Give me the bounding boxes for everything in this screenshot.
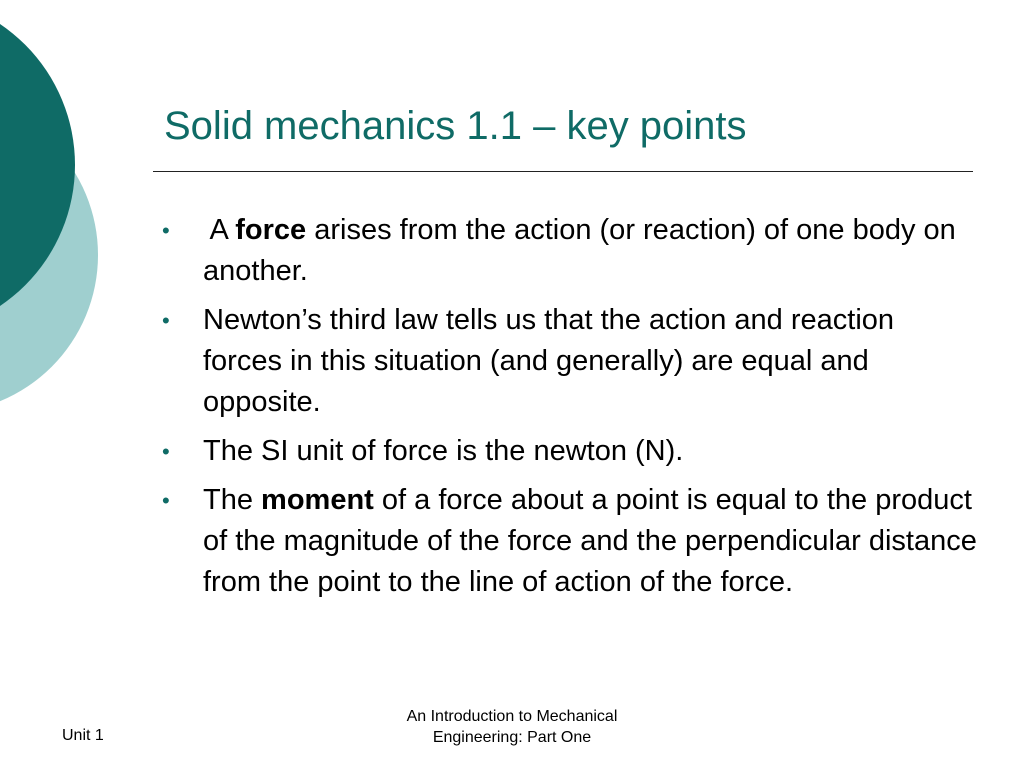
bullet-dot-icon: • [162,488,170,513]
bullet-bold-term: moment [261,484,374,516]
footer-unit: Unit 1 [62,727,104,744]
footer-course-line2: Engineering: Part One [432,729,592,746]
bullet-dot-icon: • [162,439,170,464]
bullet-text-pre: The [203,484,262,516]
footer-course-title [342,706,682,748]
bullet-text-post: arises from the action (or reaction) of one body on another. [203,214,956,287]
bullet-item-force [160,210,980,292]
bullet-item-third-law [160,300,980,423]
bullet-item-si-unit [160,431,980,472]
footer-course-line1: An Introduction to Mechanical [406,708,618,725]
bullet-item-moment [160,480,980,603]
bullet-dot-icon: • [162,218,170,243]
bullet-text: The SI unit of force is the newton (N). [203,435,684,467]
decorative-circles [0,0,110,420]
bullet-text-pre: A [203,214,236,246]
title-divider [153,171,973,172]
bullet-text-post: of a force about a point is equal to the product of the magnitude of the force and the perpendicular distance from the point to the line of action of the force. [203,484,977,598]
bullet-bold-term: force [235,214,307,246]
bullet-list [160,210,980,611]
slide-title: Solid mechanics 1.1 – key points [164,104,747,148]
bullet-text: Newton’s third law tells us that the action and reaction forces in this situation (and generally) are equal and opposite. [203,304,895,418]
bullet-dot-icon: • [162,308,170,333]
